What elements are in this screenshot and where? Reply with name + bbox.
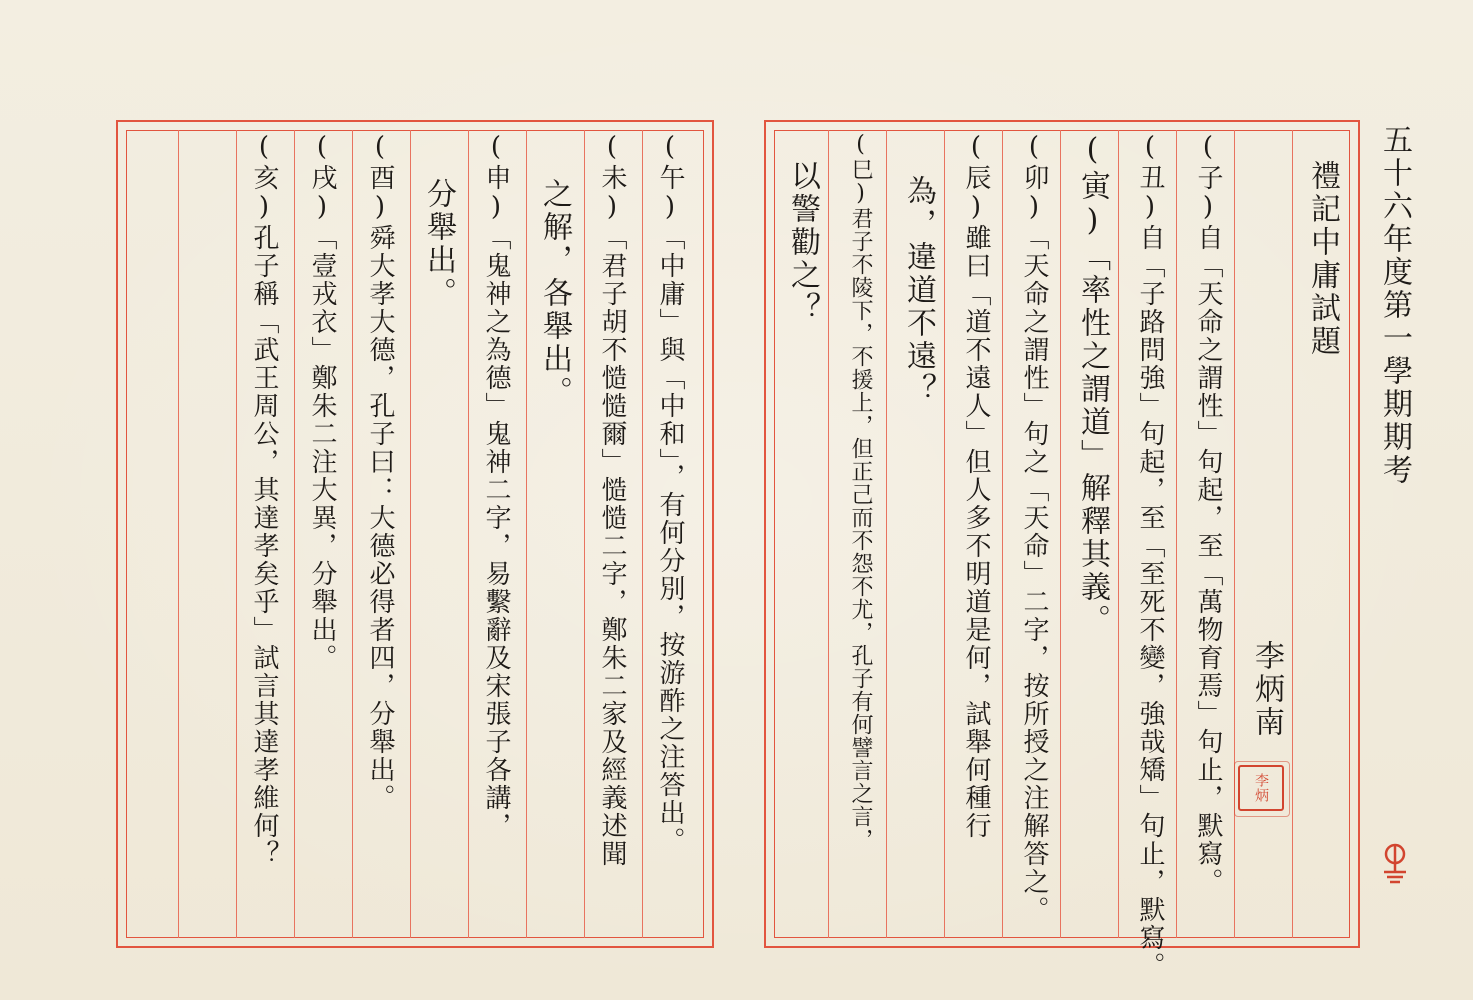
question-chen: (辰)雖曰「道不遠人」但人多不明道是何，試舉何種行 [961, 132, 991, 840]
column-rule [352, 130, 353, 938]
column-rule [410, 130, 411, 938]
column-rule [1234, 130, 1235, 938]
column-rule [886, 130, 887, 938]
column-rule [178, 130, 179, 938]
question-xu: (戌)「壹戎衣」鄭朱二注大異，分舉出。 [307, 132, 337, 672]
column-rule [584, 130, 585, 938]
column-rule [828, 130, 829, 938]
question-yin: (寅)「率性之謂道」解釋其義。 [1075, 132, 1110, 637]
author-name: 李炳南 [1249, 640, 1284, 739]
question-hai: (亥)孔子稱「武王周公，其達孝矣乎」試言其達孝維何？ [249, 132, 279, 868]
exam-subtitle: 禮記中庸試題 [1305, 160, 1340, 358]
column-rule [468, 130, 469, 938]
question-mao: (卯)「天命之謂性」句之「天命」二字，按所授之注解答之。 [1019, 132, 1049, 924]
author-seal: 李炳 [1238, 765, 1284, 811]
column-rule [1176, 130, 1177, 938]
question-shen: (申)「鬼神之為德」鬼神二字，易繫辭及宋張子各講， [481, 132, 511, 840]
question-chou: (丑)自「子路問強」句起，至「至死不變，強哉矯」句止，默寫。 [1135, 132, 1165, 980]
column-rule [236, 130, 237, 938]
column-rule [1002, 130, 1003, 938]
column-rule [294, 130, 295, 938]
column-rule [1118, 130, 1119, 938]
question-you: (酉)舜大孝大德，孔子曰：大德必得者四，分舉出。 [365, 132, 395, 812]
question-zi: (子)自「天命之謂性」句起，至「萬物育焉」句止，默寫。 [1193, 132, 1223, 896]
question-si-continued: 以警勸之？ [785, 160, 820, 325]
column-rule [1060, 130, 1061, 938]
question-si: (巳)君子不陵下，不援上，但正己而不怨不尤，孔子有何譬言之言， [848, 132, 873, 851]
column-rule [642, 130, 643, 938]
question-shen-continued: 分舉出。 [421, 178, 456, 310]
column-rule [1292, 130, 1293, 938]
question-wei-continued: 之解，各舉出。 [537, 178, 572, 409]
question-wei: (未)「君子胡不慥慥爾」慥慥二字，鄭朱二家及經義述聞 [597, 132, 627, 868]
question-wu: (午)「中庸」與「中和」，有何分別，按游酢之注答出。 [655, 132, 685, 855]
question-chen-continued: 為，違道不遠？ [901, 175, 936, 406]
red-mark-icon [1378, 842, 1412, 886]
exam-title: 五十六年度第一學期期考 [1377, 124, 1412, 487]
column-rule [944, 130, 945, 938]
column-rule [526, 130, 527, 938]
